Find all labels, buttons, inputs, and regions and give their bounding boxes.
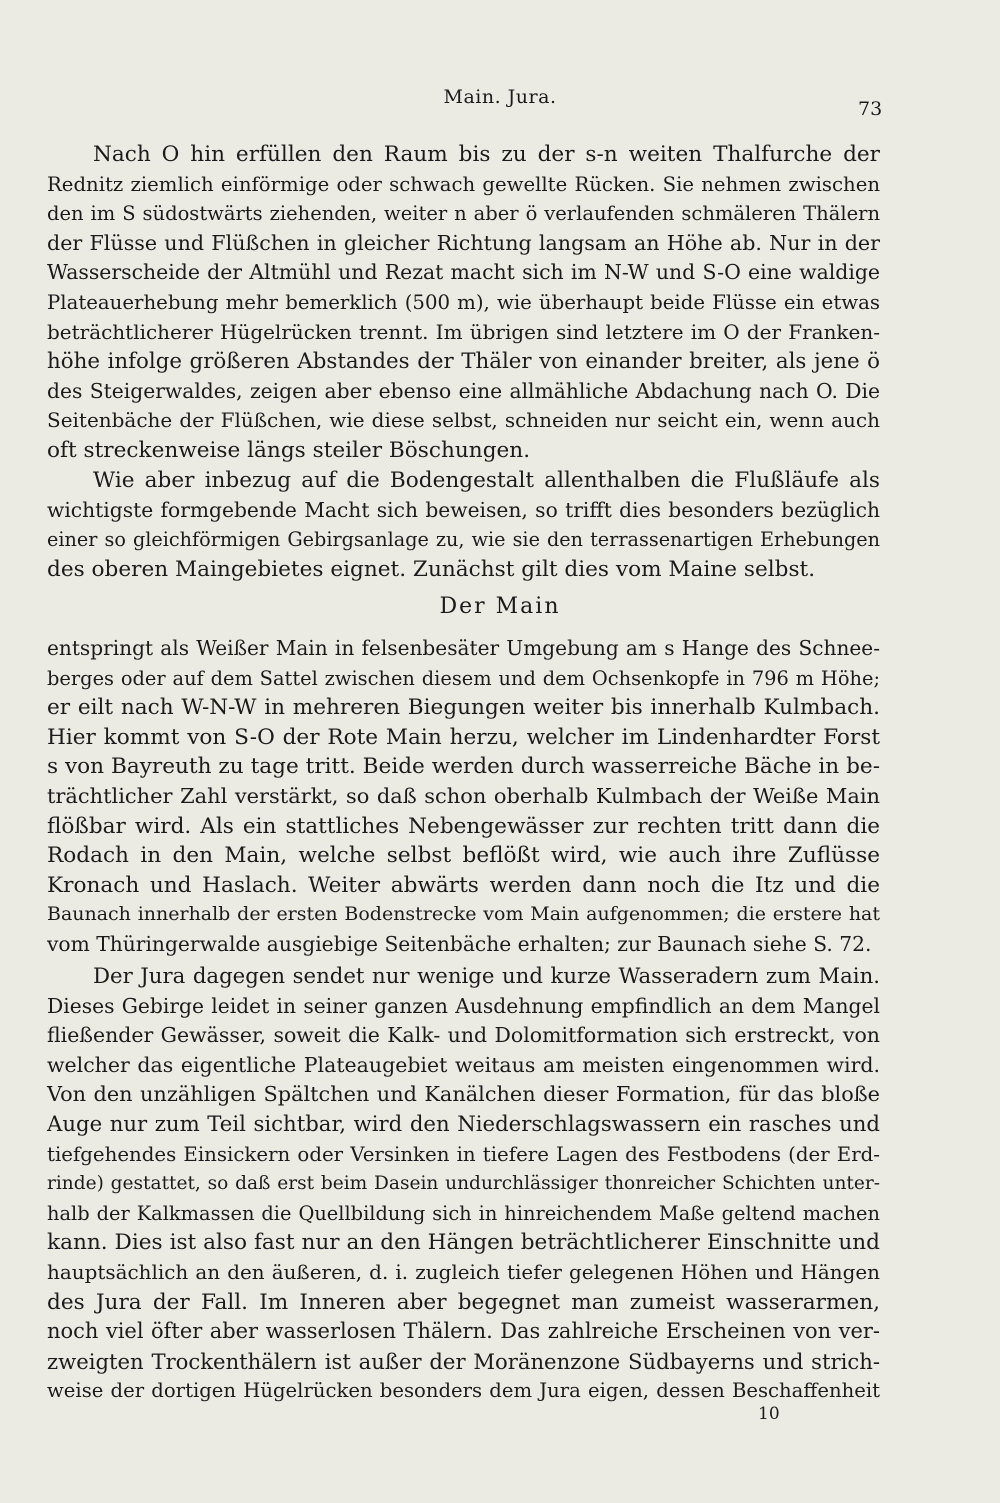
text-line: Seitenbäche der Flüßchen, wie diese selbst, schneiden nur seicht ein, wenn auch [47, 408, 880, 433]
text-line: berges oder auf dem Sattel zwischen diesem und dem Ochsenkopfe in 796 m Höhe; [47, 666, 880, 690]
text-line: fließender Gewässer, soweit die Kalk- und Dolomitformation sich erstreckt, von [47, 1023, 880, 1048]
text-line: kann. Dies ist also fast nur an den Hängen beträchtlicherer Einschnitte und [47, 1230, 880, 1256]
text-line: einer so gleichförmigen Gebirgsanlage zu, wie sie den terrassenartigen Erhebungen [47, 528, 880, 552]
text-line: Rodach in den Main, welche selbst beflößt wird, wie auch ihre Zuflüsse [47, 843, 880, 869]
text-line: Kronach und Haslach. Weiter abwärts werden dann noch die Itz und die [47, 872, 880, 898]
paragraph-4 [47, 962, 880, 1406]
text-line: welcher das eigentliche Plateaugebiet weitaus am meisten eingenommen wird. [47, 1052, 880, 1077]
text-line: des oberen Maingebietes eignet. Zunächst gilt dies vom Maine selbst. [47, 556, 816, 582]
page-number: 73 [858, 98, 883, 120]
sheet-signature: 10 [758, 1404, 780, 1424]
paragraph-1 [47, 140, 880, 466]
text-line: weise der dortigen Hügelrücken besonders dem Jura eigen, dessen Beschaffenheit [47, 1379, 880, 1403]
text-line: hauptsächlich an den äußeren, d. i. zugleich tiefer gelegenen Höhen und Hängen [47, 1259, 880, 1284]
text-line: Auge nur zum Teil sichtbar, wird den Niederschlagswassern ein rasches und [47, 1111, 880, 1137]
text-line: noch viel öfter aber wasserlosen Thälern. Das zahlreiche Erscheinen von ver- [47, 1319, 880, 1344]
text-line: beträchtlicherer Hügelrücken trennt. Im übrigen sind letztere im O der Franken- [47, 319, 880, 344]
section-heading: Der Main [439, 594, 561, 619]
text-line: oft streckenweise längs steiler Böschungen. [47, 437, 531, 463]
text-line: Dieses Gebirge leidet in seiner ganzen Ausdehnung empfindlich an dem Mangel [47, 993, 880, 1018]
text-line: entspringt als Weißer Main in felsenbesäter Umgebung am s Hange des Schnee- [47, 636, 880, 660]
text-line: Rednitz ziemlich einförmige oder schwach gewellte Rücken. Sie nehmen zwischen [47, 172, 880, 196]
text-line: Hier kommt von S-O der Rote Main herzu, welcher im Lindenhardter Forst [47, 724, 880, 750]
text-line: trächtlicher Zahl verstärkt, so daß schon oberhalb Kulmbach der Weiße Main [47, 783, 880, 808]
text-line: Plateauerhebung mehr bemerklich (500 m), wie überhaupt beide Flüsse ein etwas [47, 290, 880, 314]
text-line: Nach O hin erfüllen den Raum bis zu der s-n weiten Thalfurche der [93, 142, 880, 167]
text-line: Wie aber inbezug auf die Bodengestalt allenthalben die Flußläufe als [93, 468, 880, 493]
text-line: wichtigste formgebende Macht sich beweisen, so trifft dies besonders bezüglich [47, 497, 880, 522]
text-line: s von Bayreuth zu tage tritt. Beide werden durch wasserreiche Bäche in be- [47, 754, 880, 780]
text-line: den im S südostwärts ziehenden, weiter n aber ö verlaufenden schmäleren Thälern [47, 202, 880, 226]
text-line: tiefgehendes Einsickern oder Versinken in tiefere Lagen des Festbodens (der Erd- [47, 1142, 880, 1166]
paragraph-3 [47, 634, 880, 960]
running-title: Main. Jura. [443, 86, 557, 108]
text-line: zweigten Trockenthälern ist außer der Moränenzone Südbayerns und strich- [47, 1348, 880, 1374]
text-line: rinde) gestattet, so daß erst beim Dasein undurchlässiger thonreicher Schichten unter- [47, 1173, 880, 1195]
text-line: vom Thüringerwalde ausgiebige Seitenbäche erhalten; zur Baunach siehe S. 72. [47, 931, 872, 956]
text-line: Wasserscheide der Altmühl und Rezat macht sich im N-W und S-O eine waldige [47, 260, 880, 285]
text-line: des Steigerwaldes, zeigen aber ebenso eine allmähliche Abdachung nach O. Die [47, 378, 880, 403]
paragraph-2 [47, 466, 880, 584]
text-line: halb der Kalkmassen die Quellbildung sich in hinreichendem Maße geltend machen [47, 1201, 880, 1225]
text-line: Von den unzähligen Spältchen und Kanälchen dieser Formation, für das bloße [47, 1082, 880, 1107]
text-line: des Jura der Fall. Im Inneren aber begegnet man zumeist wasserarmen, [47, 1289, 880, 1315]
text-line: der Flüsse und Flüßchen in gleicher Richtung langsam an Höhe ab. Nur in der [47, 230, 880, 255]
text-line: er eilt nach W-N-W in mehreren Biegungen weiter bis innerhalb Kulmbach. [47, 695, 880, 721]
text-line: höhe infolge größeren Abstandes der Thäler von einander breiter, als jene ö [47, 349, 880, 375]
text-line: Baunach innerhalb der ersten Bodenstrecke vom Main aufgenommen; die erstere hat [47, 903, 880, 926]
text-line: Der Jura dagegen sendet nur wenige und kurze Wasseradern zum Main. [93, 964, 880, 989]
text-line: flößbar wird. Als ein stattliches Nebengewässer zur rechten tritt dann die [47, 813, 880, 839]
